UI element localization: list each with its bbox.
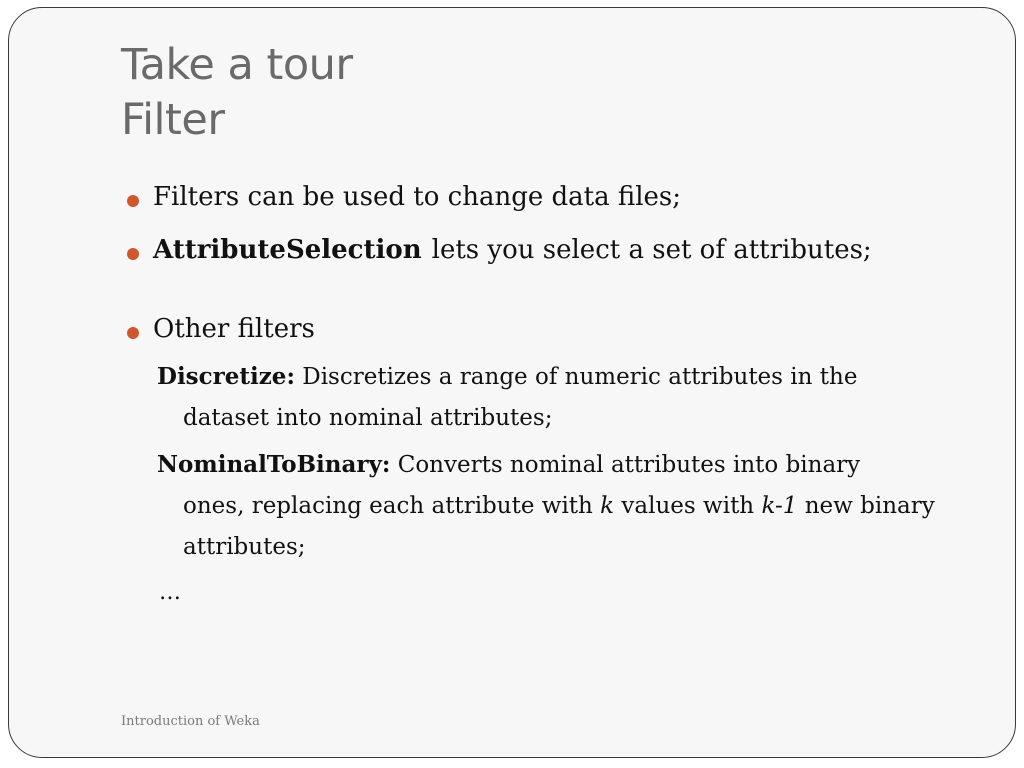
- sub-item-italic: k: [600, 493, 615, 519]
- title-line-2: Filter: [121, 95, 225, 145]
- bullet-item: [127, 233, 872, 267]
- bullet-text: Filters can be used to change data files;: [153, 182, 682, 212]
- sub-item-term: Discretize:: [157, 363, 295, 390]
- slide: [8, 7, 1016, 758]
- slide-footer: Introduction of Weka: [121, 714, 260, 729]
- sub-item-line: Discretizes a range of numeric attributes in the: [302, 364, 858, 390]
- sub-item-line: attributes;: [183, 534, 306, 560]
- sub-item-line: [157, 486, 987, 527]
- slide-title: [121, 38, 353, 148]
- ellipsis: …: [159, 580, 181, 605]
- sub-item-fragment: values with: [621, 493, 755, 519]
- bullet-description: lets you select a set of attributes;: [431, 235, 872, 265]
- bullet-dot-icon: [127, 248, 139, 260]
- bullet-item: [127, 180, 681, 214]
- sub-item-discretize: [157, 356, 987, 439]
- sub-item-nominaltobinary: [157, 444, 987, 568]
- sub-item-term: NominalToBinary:: [157, 451, 391, 478]
- title-line-1: Take a tour: [121, 40, 353, 90]
- bullet-item: [127, 312, 315, 346]
- bullet-text: [153, 233, 872, 267]
- bullet-dot-icon: [127, 195, 139, 207]
- sub-item-fragment: new binary: [804, 493, 935, 519]
- bullet-dot-icon: [127, 327, 139, 339]
- sub-item-italic: k-1: [761, 493, 798, 519]
- bullet-lead-term: AttributeSelection: [153, 235, 422, 265]
- sub-item-line: Converts nominal attributes into binary: [397, 452, 861, 478]
- bullet-text: Other filters: [153, 314, 315, 344]
- sub-item-fragment: ones, replacing each attribute with: [183, 493, 593, 519]
- sub-item-line: dataset into nominal attributes;: [183, 405, 553, 431]
